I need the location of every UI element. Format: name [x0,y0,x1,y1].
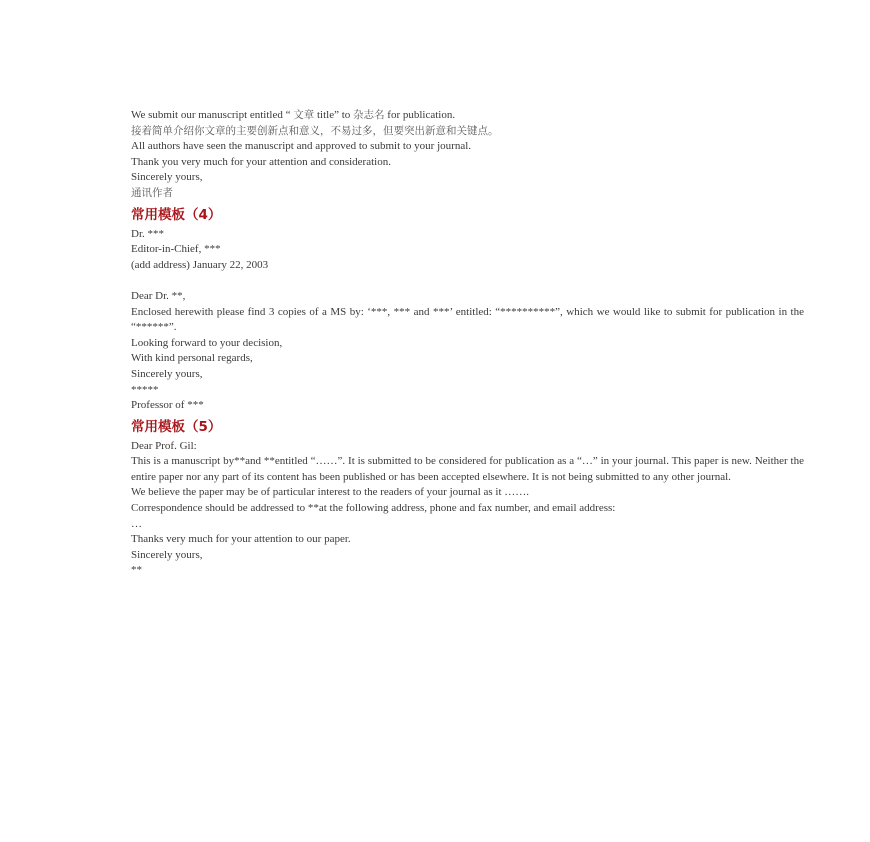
template4-line-dr: Dr. *** [131,227,164,240]
template5-heading: 常用模板（5） [131,418,222,435]
template4-heading: 常用模板（4） [131,206,222,223]
template5-line-closing: Sincerely yours, [131,548,203,561]
template4-line-looking-forward: Looking forward to your decision, [131,336,283,349]
template5-line-believe: We believe the paper may be of particular interest to the readers of your journal as it ……. [131,486,530,499]
letter3-line-submit-e: for publication. [384,109,456,121]
template5-paragraph-manuscript: This is a manuscript by**and **entitled “……”. It is submitted to be considered for publication as a “…” in your journal. This paper is new. Neither the entire paper nor any part of its content has been published or has been accepted elsewhere. It is not being submitted to any other journal. [131,455,804,483]
template4-line-regards: With kind personal regards, [131,352,253,365]
template4-line-editor: Editor-in-Chief, *** [131,243,221,256]
template4-line-closing: Sincerely yours, [131,367,203,380]
template4-paragraph-enclosed: Enclosed herewith please find 3 copies of a MS by: ‘***, *** and ***’ entitled: “**********”, which we would like to submit for publication in the “******”. [131,305,804,334]
template4-line-address-date: (add address) January 22, 2003 [131,258,269,271]
letter3-line-chinese-note: 接着简单介绍你文章的主要创新点和意义，不易过多，但要突出新意和关键点。 [131,124,499,137]
letter3-line-submit-b: 文章 [293,109,315,121]
letter3-line-thanks: Thank you very much for your attention and consideration. [131,155,391,168]
template5-line-ellipsis: … [131,517,142,530]
letter3-line-submit-a: We submit our manuscript entitled “ [131,109,294,121]
template5-line-salutation: Dear Prof. Gil: [131,439,197,452]
template4-line-salutation: Dear Dr. **, [131,289,186,302]
letter3-line-closing: Sincerely yours, [131,171,203,184]
letter3-line-submit-d: 杂志名 [353,109,385,121]
template5-line-signature: ** [131,564,142,577]
letter3-line-submit-c: title” to [314,109,354,121]
letter3-line-authors: All authors have seen the manuscript and approved to submit to your journal. [131,140,472,153]
template5-paragraph-correspondence: Correspondence should be addressed to **at the following address, phone and fax number, and email address: [131,502,616,515]
template4-line-title: Professor of *** [131,399,204,412]
letter3-line-submit [131,108,804,124]
template4-line-signature: ***** [131,383,159,396]
letter3-line-signature: 通讯作者 [131,186,173,199]
template4-spacer [131,273,804,289]
document-body [131,108,804,579]
template5-line-thanks: Thanks very much for your attention to our paper. [131,533,351,546]
